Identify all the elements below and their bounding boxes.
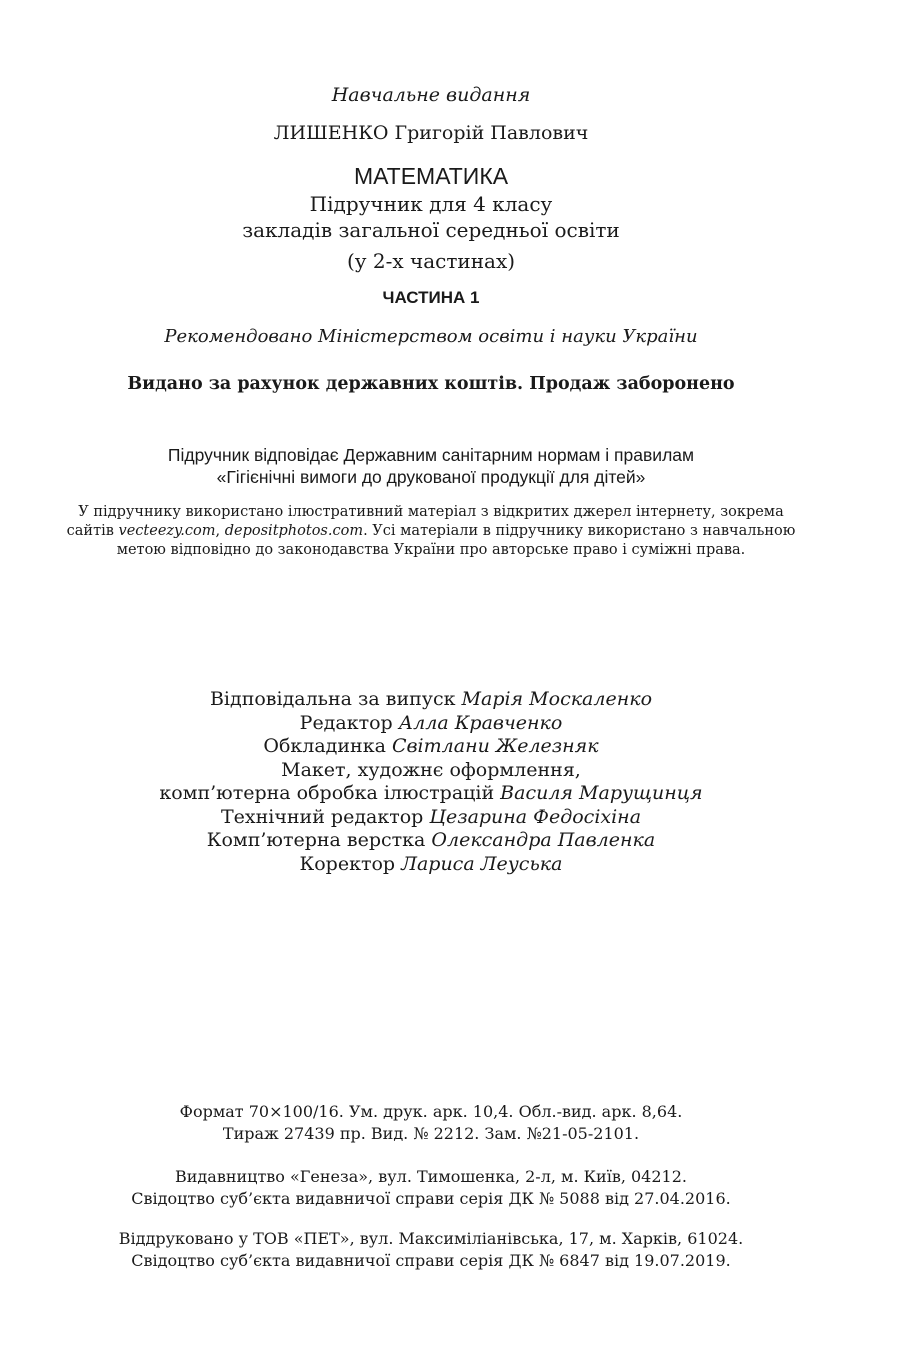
credits-block (0, 688, 862, 876)
credit-layout (0, 759, 862, 783)
printer-line: Віддруковано у ТОВ «ПЕТ», вул. Максиміліанівська, 17, м. Харків, 61024. (118, 1229, 744, 1248)
publisher-certificate: Свідоцтво суб’єкта видавничої справи серія ДК № 5088 від 27.04.2016. (131, 1189, 731, 1208)
part-label: ЧАСТИНА 1 (382, 288, 480, 307)
site-separator: , (215, 523, 225, 539)
credit-name: Алла Кравченко (398, 711, 563, 734)
credit-name: Цезарина Федосіхіна (429, 805, 642, 828)
illustration-notice-line-1: У підручнику використано ілюстративний матеріал з відкритих джерел інтернету, зокрема (78, 504, 784, 520)
credit-role: Макет, художнє оформлення, (281, 758, 581, 781)
credit-name: Марія Москаленко (461, 688, 653, 710)
printer-certificate: Свідоцтво суб’єкта видавничої справи серія ДК № 6847 від 19.07.2019. (131, 1251, 731, 1270)
credit-role: комп’ютерна обробка ілюстрацій (159, 782, 501, 804)
credit-editor (0, 712, 862, 736)
credit-role: Редактор (299, 711, 399, 734)
book-title: МАТЕМАТИКА (353, 163, 509, 189)
illustration-notice-prefix: сайтів (66, 523, 119, 539)
illustration-notice (50, 503, 812, 560)
credit-name: Василя Марущинця (500, 782, 703, 804)
credit-role: Технічний редактор (220, 805, 430, 828)
credit-role: Обкладинка (263, 735, 392, 757)
illustration-notice-line-3: метою відповідно до законодавства України про авторське право і суміжні права. (116, 542, 746, 558)
sanitary-notice-line-1: Підручник відповідає Державним санітарним нормам і правилам (167, 445, 695, 465)
subtitle-line-3: (у 2-х частинах) (346, 249, 516, 273)
format-line: Формат 70×100/16. Ум. друк. арк. 10,4. Обл.-вид. арк. 8,64. (179, 1102, 683, 1121)
credit-proofreader (0, 853, 862, 877)
credit-cover (0, 735, 862, 759)
credit-name: Лариса Леуська (401, 852, 563, 875)
credit-image-processing (0, 782, 862, 806)
credit-role: Коректор (299, 852, 402, 875)
sanitary-notice-line-2: «Гігієнічні вимоги до друкованої продукції для дітей» (216, 467, 646, 487)
site-depositphotos: depositphotos.com (224, 523, 364, 539)
credit-role: Комп’ютерна верстка (206, 829, 432, 851)
illustration-notice-line-2 (50, 522, 812, 541)
subtitle-line-2: закладів загальної середньої освіти (242, 218, 620, 242)
credit-role: Відповідальна за випуск (209, 688, 462, 710)
illustration-notice-suffix: . Усі матеріали в підручнику використано з навчальною (363, 523, 796, 539)
recommendation: Рекомендовано Міністерством освіти і науки України (164, 326, 698, 347)
edition-type: Навчальне видання (331, 84, 531, 106)
site-vecteezy: vecteezy.com (118, 523, 216, 539)
imprint-publisher (0, 1166, 862, 1210)
credit-name: Світлани Железняк (391, 735, 599, 757)
imprint-printer (0, 1228, 862, 1272)
credit-typesetting (0, 829, 862, 853)
subtitle-line-1: Підручник для 4 класу (309, 192, 553, 216)
credit-name: Олександра Павленка (431, 829, 656, 851)
imprint-format (0, 1101, 862, 1145)
print-run-line: Тираж 27439 пр. Вид. № 2212. Зам. №21-05-2101. (222, 1124, 640, 1143)
funding-notice: Видано за рахунок державних коштів. Продаж заборонено (127, 374, 735, 394)
author-name: ЛИШЕНКО Григорій Павлович (273, 122, 589, 144)
credit-technical-editor (0, 806, 862, 830)
credit-release-manager (0, 688, 862, 712)
publisher-line: Видавництво «Генеза», вул. Тимошенка, 2-л, м. Київ, 04212. (175, 1167, 687, 1186)
